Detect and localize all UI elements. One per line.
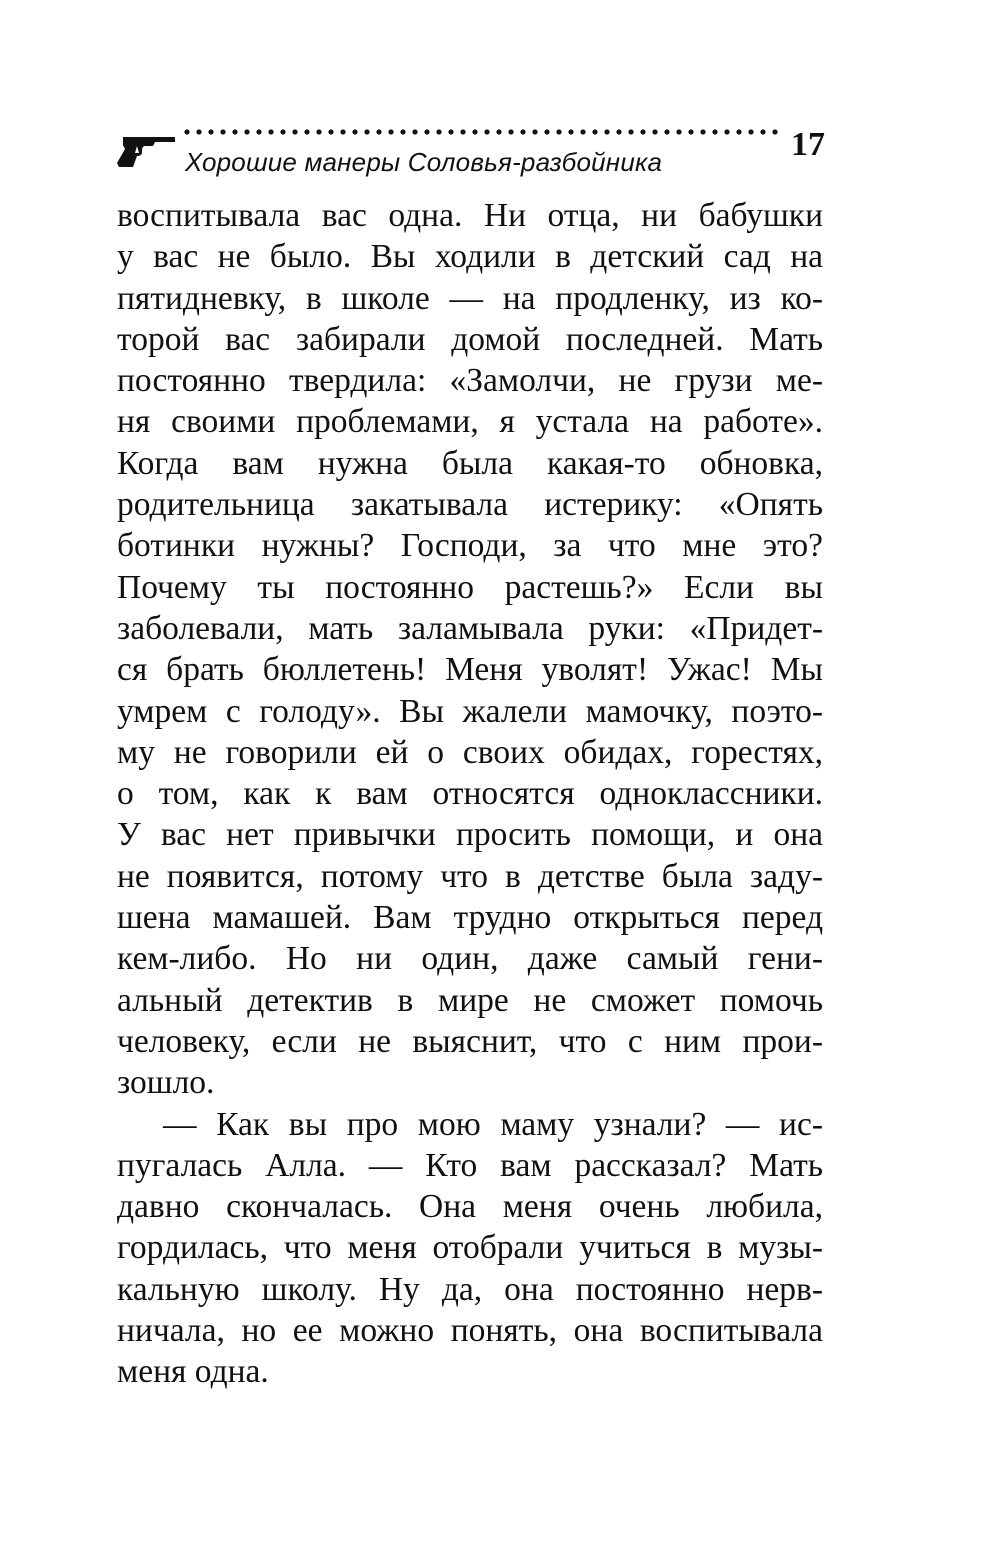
text-line: му не говорили ей о своих обидах, горестях, <box>117 733 823 771</box>
text-line: ня своими проблемами, я устала на работе». <box>117 403 823 441</box>
body-text <box>117 195 823 1393</box>
text-line: давно скончалась. Она меня очень любила, <box>117 1188 823 1226</box>
paragraph <box>117 1104 823 1393</box>
page-header <box>115 125 825 185</box>
text-line: умрем с голоду». Вы жалели мамочку, поэто- <box>117 692 823 730</box>
text-line: кальную школу. Ну да, она постоянно нерв- <box>117 1270 823 1308</box>
running-title: Хорошие манеры Соловья-разбойника <box>185 147 663 177</box>
text-line: Когда вам нужна была какая-то обновка, <box>117 444 823 482</box>
text-line: меня одна. <box>117 1353 269 1391</box>
text-line: зошло. <box>117 1064 215 1102</box>
text-line: не появится, потому что в детстве была заду- <box>117 857 823 895</box>
text-line: ничала, но ее можно понять, она воспитывала <box>117 1312 823 1350</box>
text-line: постоянно твердила: «Замолчи, не грузи ме- <box>117 362 823 400</box>
text-line: пятидневку, в школе — на продленку, из ко- <box>117 279 823 317</box>
text-line: Почему ты постоянно растешь?» Если вы <box>117 568 823 606</box>
text-line: шена мамашей. Вам трудно открыться перед <box>117 899 823 937</box>
text-line: ботинки нужны? Господи, за что мне это? <box>117 527 823 565</box>
text-line: торой вас забирали домой последней. Мать <box>117 320 823 358</box>
text-line: — Как вы про мою маму узнали? — ис- <box>163 1105 823 1143</box>
dotted-rule <box>181 125 781 139</box>
text-line: гордилась, что меня отобрали учиться в музы- <box>117 1229 823 1267</box>
text-line: человеку, если не выяснит, что с ним прои- <box>117 1022 823 1060</box>
text-line: ся брать бюллетень! Меня уволят! Ужас! Мы <box>117 651 823 689</box>
revolver-icon <box>115 131 177 167</box>
paragraph <box>117 195 823 1104</box>
page-number: 17 <box>791 126 825 163</box>
text-line: воспитывала вас одна. Ни отца, ни бабушки <box>117 197 823 234</box>
text-line: у вас не было. Вы ходили в детский сад на <box>117 238 823 276</box>
text-line: родительница закатывала истерику: «Опять <box>117 486 823 524</box>
text-line: кем-либо. Но ни один, даже самый гени- <box>117 940 823 978</box>
text-line: У вас нет привычки просить помощи, и она <box>117 816 823 854</box>
text-line: заболевали, мать заламывала руки: «Придет- <box>117 609 823 647</box>
text-line: о том, как к вам относятся одноклассники. <box>117 775 823 813</box>
text-line: пугалась Алла. — Кто вам рассказал? Мать <box>117 1146 823 1184</box>
text-line: альный детектив в мире не сможет помочь <box>117 981 823 1019</box>
